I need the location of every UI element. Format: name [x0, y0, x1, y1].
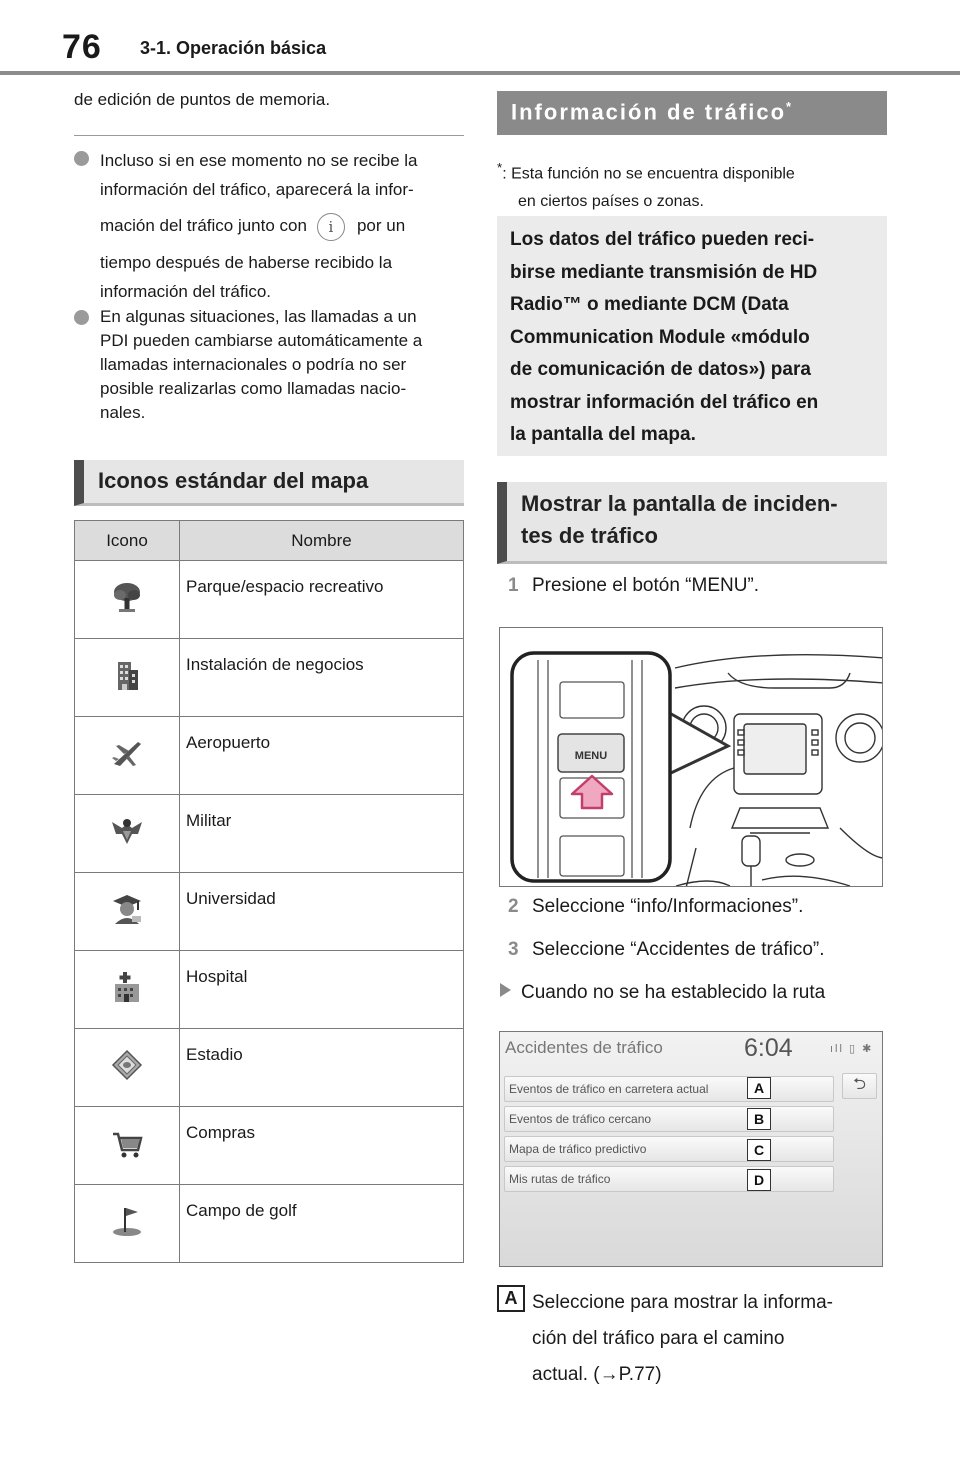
footnote-mark: *: [497, 160, 503, 175]
heading-line: Mostrar la pantalla de inciden-: [521, 491, 838, 516]
option-text: Mapa de tráfico predictivo: [509, 1142, 647, 1156]
column-header-name: Nombre: [180, 521, 464, 561]
bullet-text: mación del tráfico junto con: [100, 216, 307, 235]
option-text: Mis rutas de tráfico: [509, 1172, 611, 1186]
step-text: Seleccione “info/Informaciones”.: [532, 896, 804, 917]
table-row: [75, 795, 464, 873]
bullet-line: información del tráfico.: [100, 281, 272, 301]
callout-line: de comunicación de datos») para: [510, 359, 811, 380]
traffic-info-heading: [497, 91, 887, 135]
bullet-line: nales.: [100, 403, 146, 422]
back-button[interactable]: ⮌: [842, 1073, 877, 1099]
step-3: [508, 935, 825, 965]
heading-line: tes de tráfico: [521, 523, 658, 548]
screen-option-predictive-map[interactable]: [504, 1136, 834, 1162]
step-text: Seleccione “Accidentes de tráfico”.: [532, 939, 825, 960]
shopping-icon: [110, 1126, 144, 1160]
bullet-line: PDI pueden cambiarse automáticamente a: [100, 331, 423, 350]
footnote-mark: *: [786, 99, 794, 114]
option-text: Eventos de tráfico cercano: [509, 1112, 652, 1126]
table-row: [75, 1029, 464, 1107]
table-row: [75, 717, 464, 795]
description-line: ción del tráfico para el camino: [532, 1328, 785, 1349]
map-icons-table: [74, 520, 464, 1263]
icon-name: Parque/espacio recreativo: [180, 561, 464, 639]
step-2: [508, 892, 803, 922]
screen-option-current-road[interactable]: [504, 1076, 834, 1102]
military-icon: [110, 814, 144, 848]
icons-heading: Iconos estándar del mapa: [74, 460, 464, 506]
callout-line: Radio™ o mediante DCM (Data: [510, 294, 789, 315]
heading-text: Información de tráfico: [511, 99, 787, 125]
menu-button-label: MENU: [574, 750, 608, 762]
description-line: actual. (→P.77): [532, 1364, 662, 1385]
label-a-box: A: [497, 1285, 525, 1312]
icon-name: Instalación de negocios: [180, 639, 464, 717]
screen-option-nearby[interactable]: [504, 1106, 834, 1132]
icon-name: Universidad: [180, 873, 464, 951]
bullet-line: información del tráfico, aparecerá la infor-: [100, 180, 414, 199]
section-title: 3-1. Operación básica: [140, 38, 327, 58]
step-text: Presione el botón “MENU”.: [532, 575, 760, 596]
screen-clock: 6:04: [744, 1034, 793, 1062]
callout-line: birse mediante transmisión de HD: [510, 261, 818, 283]
golf-icon: [110, 1204, 144, 1238]
bullet-line: [100, 211, 466, 241]
callout-line: Communication Module «módulo: [510, 326, 810, 348]
dashboard-illustration: [499, 627, 883, 887]
incidents-heading: [497, 482, 887, 564]
header-rule: [0, 71, 960, 75]
intro-text: de edición de puntos de memoria.: [74, 90, 331, 109]
step-number: 2: [508, 896, 519, 917]
step-number: 1: [508, 575, 519, 596]
info-icon: i: [317, 213, 345, 241]
bullet-note-traffic: [74, 146, 466, 306]
callout-label-c: C: [747, 1139, 771, 1161]
business-icon: [110, 658, 144, 692]
bullet-line: posible realizarlas como llamadas nacio-: [100, 379, 407, 398]
icon-name: Hospital: [180, 951, 464, 1029]
icon-name: Compras: [180, 1107, 464, 1185]
stadium-icon: [110, 1048, 144, 1082]
icon-name: Militar: [180, 795, 464, 873]
university-icon: [110, 892, 144, 926]
airport-icon: [110, 736, 144, 770]
footnote-line: [497, 154, 887, 188]
route-note: [500, 978, 825, 1008]
callout-line: mostrar información del tráfico en: [510, 391, 819, 413]
callout-line: Los datos del tráfico pueden reci-: [510, 229, 815, 250]
bullet-line: llamadas internacionales o podría no ser: [100, 355, 407, 374]
step-1: [508, 571, 759, 601]
table-row: [75, 639, 464, 717]
footnote-text: : Esta función no se encuentra disponible: [502, 165, 795, 183]
label-a-description: [532, 1285, 892, 1393]
bullet-dot-icon: [74, 310, 89, 325]
bullet-text: por un: [356, 216, 406, 235]
triangle-bullet-icon: [500, 983, 511, 997]
traffic-callout-box: [497, 216, 887, 456]
screen-title: Accidentes de tráfico: [505, 1038, 663, 1057]
column-header-icon: Icono: [75, 521, 180, 561]
callout-label-d: D: [747, 1169, 771, 1191]
table-row: [75, 1107, 464, 1185]
screen-option-my-routes[interactable]: [504, 1166, 834, 1192]
icon-name: Campo de golf: [180, 1185, 464, 1263]
footnote-line: en ciertos países o zonas.: [518, 193, 704, 211]
option-text: Eventos de tráfico en carretera actual: [509, 1082, 709, 1096]
bullet-line: Incluso si en ese momento no se recibe la: [100, 151, 418, 170]
bullet-line: En algunas situaciones, las llamadas a un: [100, 307, 417, 326]
step-number: 3: [508, 939, 519, 960]
table-row: [75, 1185, 464, 1263]
screen-status-icons: ıll ▯ ✱: [830, 1043, 874, 1055]
callout-line: la pantalla del mapa.: [510, 424, 696, 445]
park-icon: [110, 580, 144, 614]
footnote: [497, 154, 887, 216]
table-header-row: [75, 521, 464, 561]
bullet-dot-icon: [74, 151, 89, 166]
divider: [74, 135, 464, 136]
callout-label-a: A: [747, 1077, 771, 1099]
table-row: [75, 561, 464, 639]
bullet-line: tiempo después de haberse recibido la: [100, 252, 393, 272]
hospital-icon: [110, 970, 144, 1004]
dashboard-drawing: [500, 628, 883, 887]
icon-name: Aeropuerto: [180, 717, 464, 795]
bullet-note-calls: [74, 305, 466, 425]
table-row: [75, 873, 464, 951]
description-line: Seleccione para mostrar la informa-: [532, 1292, 833, 1313]
traffic-screen-illustration: [499, 1031, 883, 1267]
callout-label-b: B: [747, 1108, 771, 1130]
table-row: [75, 951, 464, 1029]
icon-name: Estadio: [180, 1029, 464, 1107]
route-note-text: Cuando no se ha establecido la ruta: [521, 982, 826, 1003]
page-number: 76: [62, 28, 102, 66]
